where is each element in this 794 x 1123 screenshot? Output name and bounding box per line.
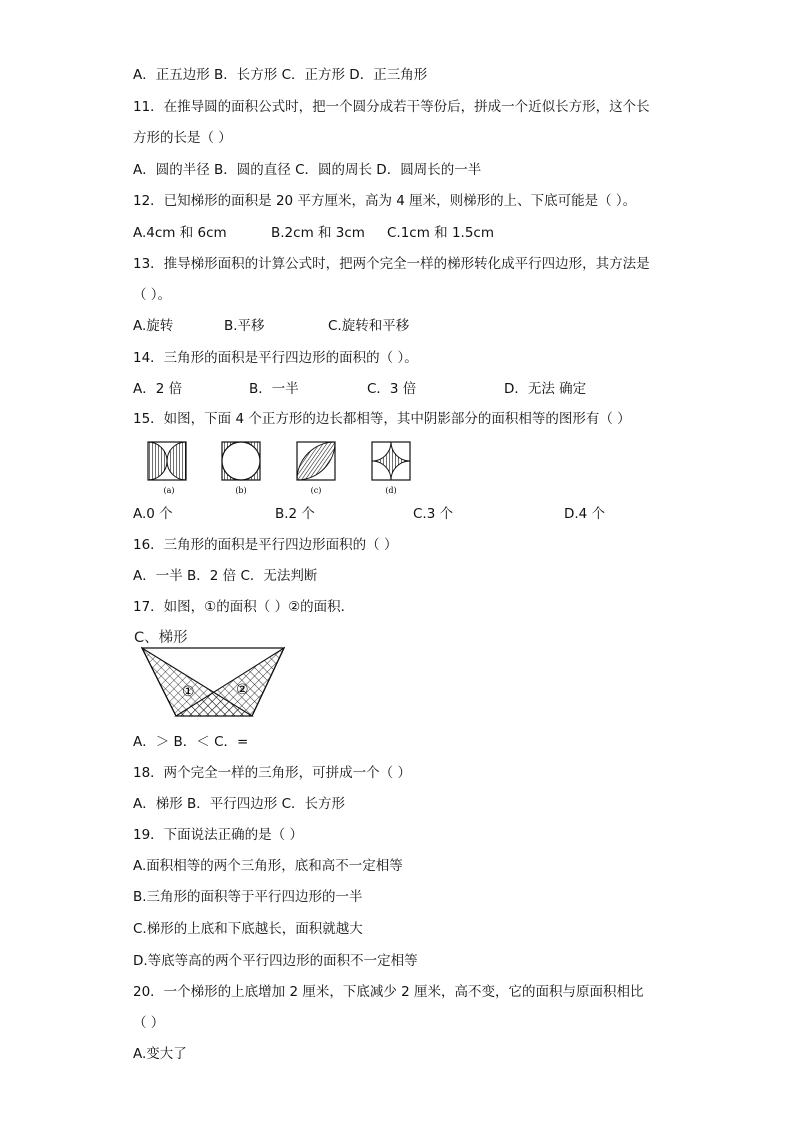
q13-option-a: A.旋转 — [133, 318, 174, 334]
q19-option-c: C.梯形的上底和下底越长，面积就越大 — [133, 921, 363, 937]
q13-stem-line2: （ ）。 — [133, 287, 172, 303]
square-c — [297, 442, 335, 480]
caption-a: (a) — [163, 486, 175, 495]
q14-option-a: A．2 倍 — [133, 381, 183, 397]
q20-stem-line1: 20．一个梯形的上底增加 2 厘米，下底减少 2 厘米，高不变，它的面积与原面积相比 — [133, 984, 644, 1000]
caption-b: (b) — [235, 486, 247, 495]
q20-stem-line2: （ ） — [133, 1015, 165, 1031]
square-b — [222, 442, 260, 480]
q10-options: A．正五边形 B．长方形 C．正方形 D．正三角形 — [133, 67, 428, 83]
q16-stem: 16．三角形的面积是平行四边形面积的（ ） — [133, 537, 398, 553]
caption-d: (d) — [385, 486, 397, 495]
q11-options: A．圆的半径 B．圆的直径 C．圆的周长 D．圆周长的一半 — [133, 162, 482, 178]
q17-figure — [140, 646, 288, 720]
q18-options: A．梯形 B．平行四边形 C．长方形 — [133, 796, 346, 812]
q14-option-b: B．一半 — [249, 381, 299, 397]
q17-stem: 17．如图，①的面积（ ）②的面积． — [133, 599, 355, 615]
q17-figure-header: C、梯形 — [134, 630, 188, 646]
q13-option-b: B.平移 — [224, 318, 265, 334]
q12-stem: 12．已知梯形的面积是 20 平方厘米，高为 4 厘米，则梯形的上、下底可能是（ ）。 — [133, 193, 637, 209]
label-1: ① — [182, 684, 195, 700]
q15-option-b: B.2 个 — [275, 506, 315, 522]
q19-stem: 19．下面说法正确的是（ ） — [133, 827, 303, 843]
q15-option-a: A.0 个 — [133, 506, 173, 522]
q14-stem: 14．三角形的面积是平行四边形的面积的（ ）。 — [133, 350, 418, 366]
q11-stem-line2: 方形的长是（ ） — [133, 130, 232, 146]
q17-options: A．＞ B．＜ C．= — [133, 734, 249, 750]
q13-stem-line1: 13．推导梯形面积的计算公式时，把两个完全一样的梯形转化成平行四边形，其方法是 — [133, 256, 650, 272]
q19-option-a: A.面积相等的两个三角形，底和高不一定相等 — [133, 858, 403, 874]
q15-stem: 15．如图，下面 4 个正方形的边长都相等，其中阴影部分的面积相等的图形有（ ） — [133, 411, 631, 427]
q12-option-b: B.2cm 和 3cm — [271, 225, 365, 241]
q11-stem-line1: 11．在推导圆的面积公式时，把一个圆分成若干等份后，拼成一个近似长方形，这个长 — [133, 99, 650, 115]
q14-option-c: C．3 倍 — [367, 381, 417, 397]
q16-options: A．一半 B．2 倍 C．无法判断 — [133, 568, 318, 584]
caption-c: (c) — [310, 486, 322, 495]
q15-option-d: D.4 个 — [564, 506, 606, 522]
q15-option-c: C.3 个 — [413, 506, 454, 522]
q20-option-a: A.变大了 — [133, 1046, 187, 1062]
q18-stem: 18．两个完全一样的三角形，可拼成一个（ ） — [133, 765, 411, 781]
label-2: ② — [236, 682, 249, 698]
square-d — [372, 442, 410, 480]
q19-option-b: B.三角形的面积等于平行四边形的一半 — [133, 889, 363, 905]
q19-option-d: D.等底等高的两个平行四边形的面积不一定相等 — [133, 953, 418, 969]
q12-option-a: A.4cm 和 6cm — [133, 225, 227, 241]
q13-option-c: C.旋转和平移 — [328, 318, 410, 334]
square-a — [148, 442, 186, 480]
q15-figure — [140, 438, 430, 500]
q12-option-c: C.1cm 和 1.5cm — [387, 225, 495, 241]
q14-option-d: D．无法 确定 — [504, 381, 587, 397]
